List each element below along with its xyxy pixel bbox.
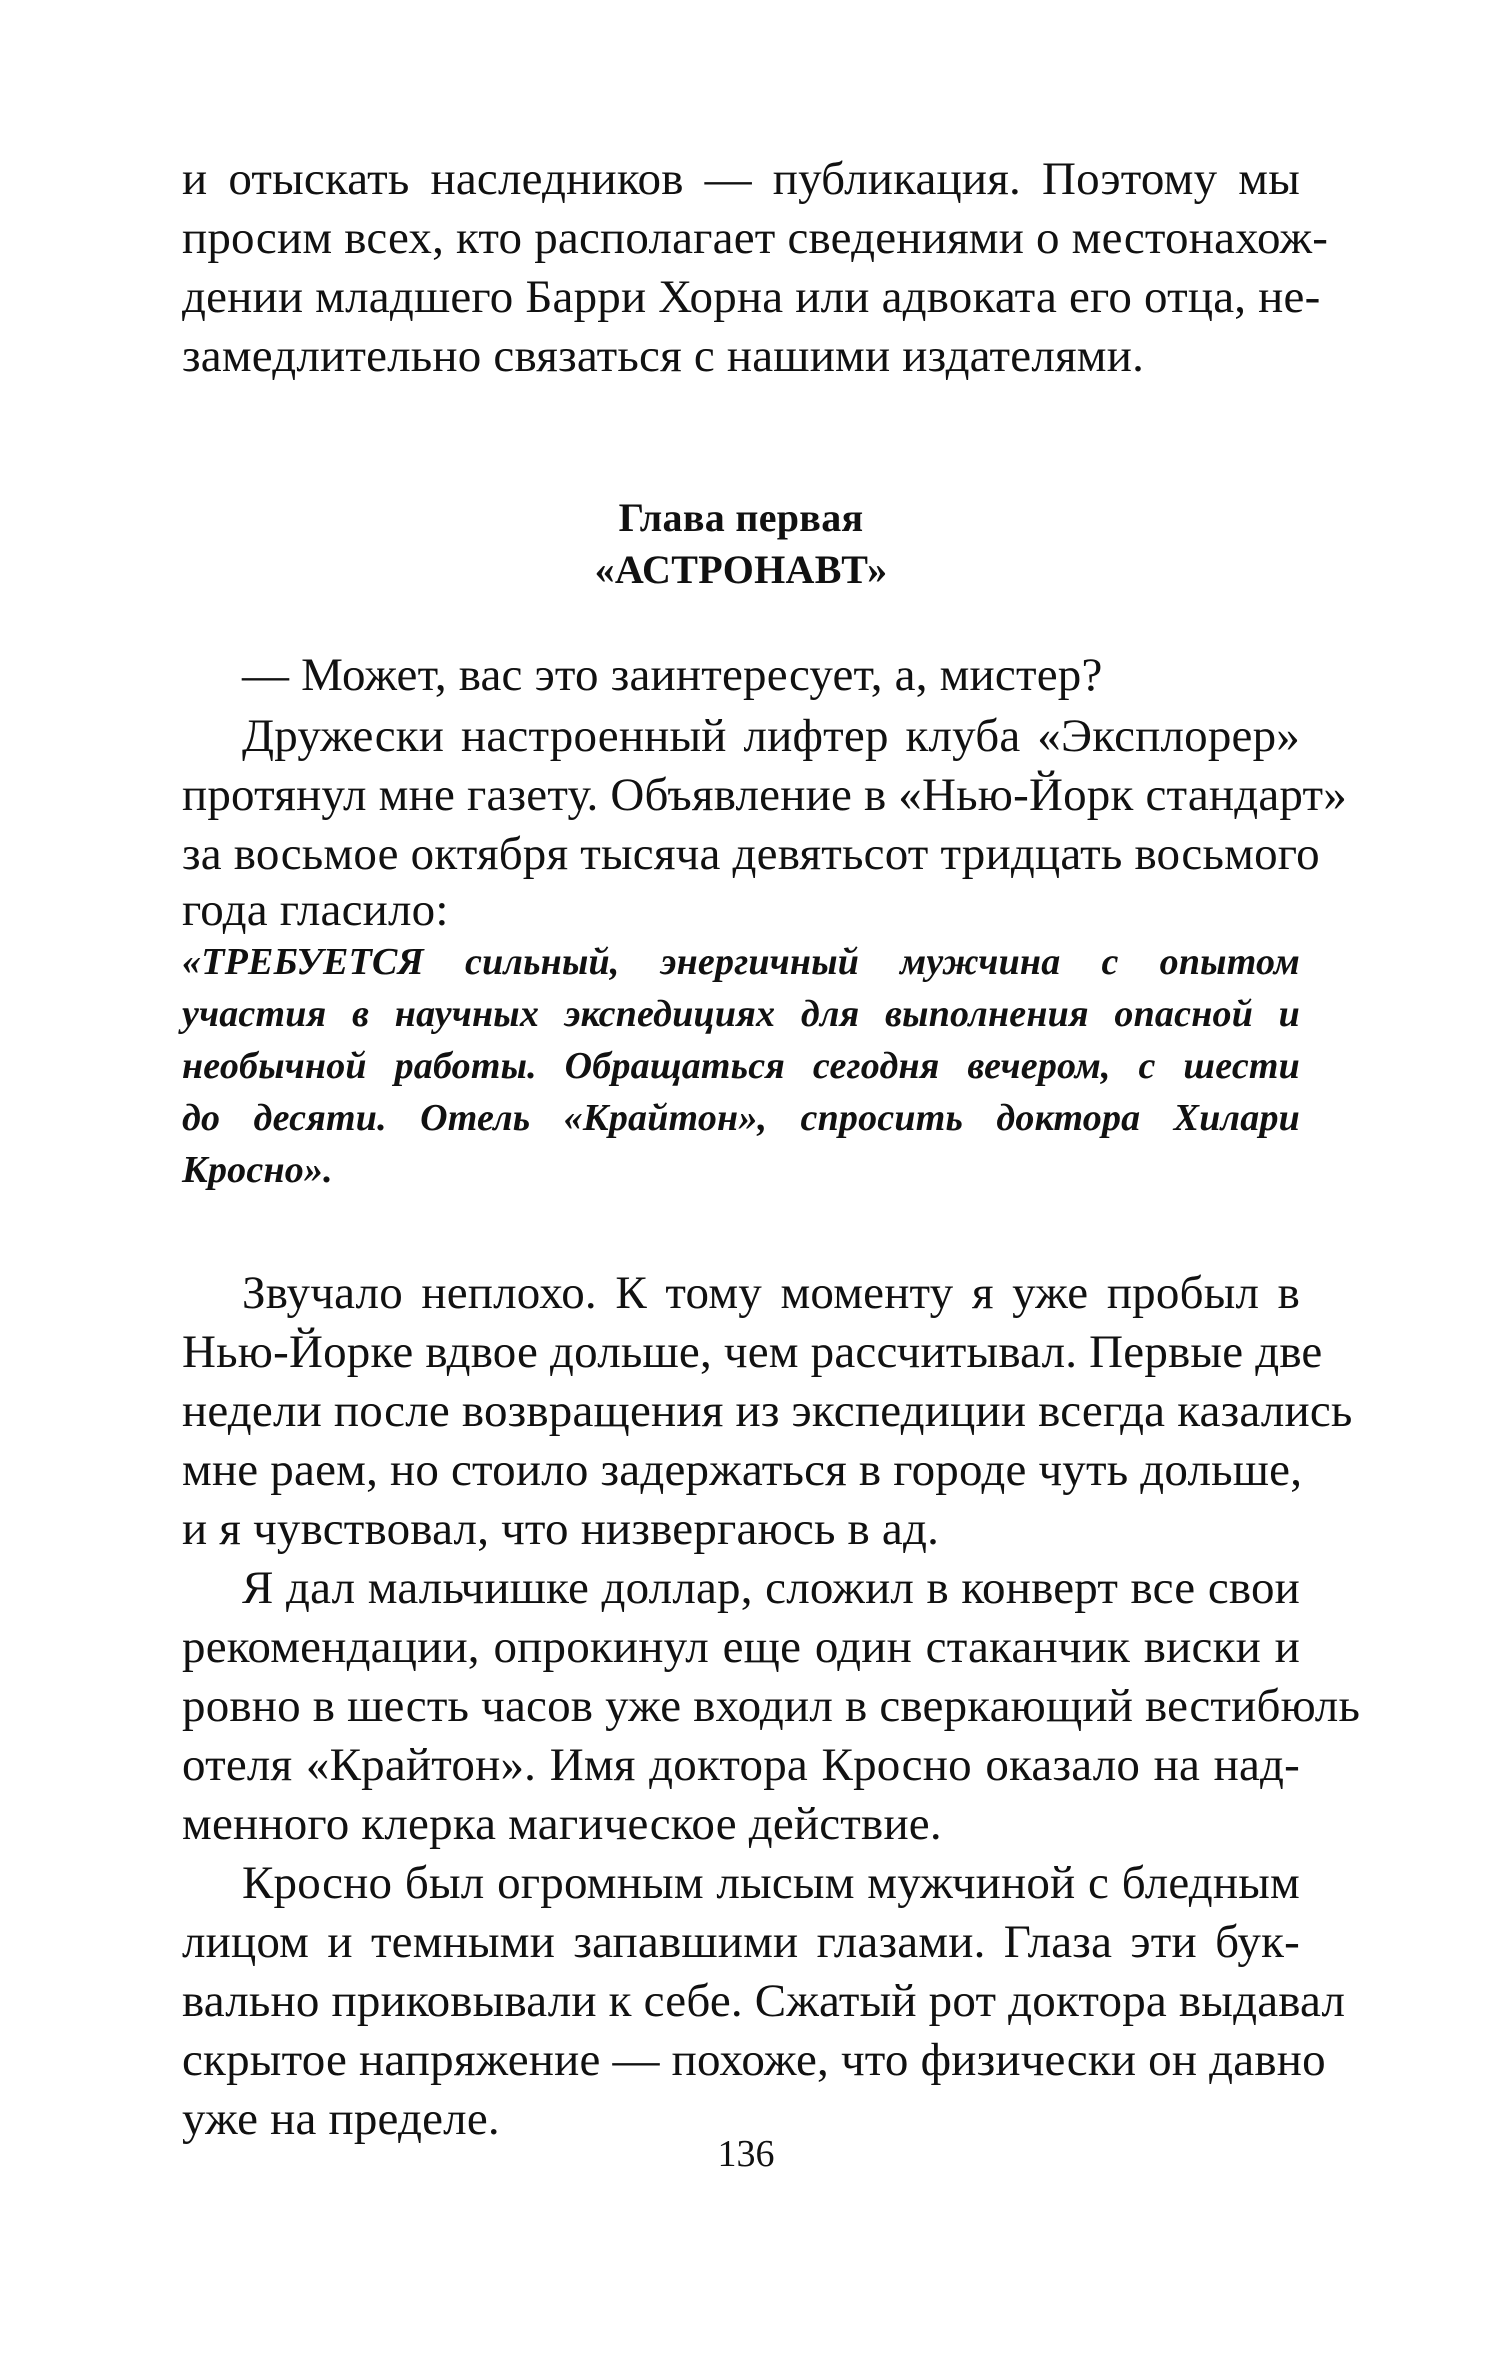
text-line: просим всех, кто располагает сведениями о местонахож- <box>182 212 1329 264</box>
text-line: и отыскать наследников — публикация. Поэтому мы <box>182 153 1300 205</box>
text-line: лицом и темными запавшими глазами. Глаза эти бук- <box>182 1916 1300 1968</box>
quote-line: необычной работы. Обращаться сегодня вечером, с шести <box>182 1045 1300 1087</box>
text-line: года гласило: <box>182 884 449 936</box>
text-line: и я чувствовал, что низвергаюсь в ад. <box>182 1503 940 1555</box>
chapter-title: «АСТРОНАВТ» <box>594 547 888 592</box>
text-line: отеля «Крайтон». Имя доктора Кросно оказало на над- <box>182 1739 1300 1791</box>
text-line: Звучало неплохо. К тому моменту я уже пробыл в <box>242 1267 1300 1319</box>
text-line: Кросно был огромным лысым мужчиной с бледным <box>242 1857 1300 1909</box>
text-line: скрытое напряжение — похоже, что физически он давно <box>182 2034 1326 2086</box>
text-line: Дружески настроенный лифтер клуба «Эксплорер» <box>242 710 1300 762</box>
text-line: Я дал мальчишке доллар, сложил в конверт все свои <box>242 1562 1300 1614</box>
intro-paragraph <box>182 150 1329 386</box>
text-line: недели после возвращения из экспедиции всегда казались <box>182 1385 1353 1437</box>
text-line: Нью-Йорке вдвое дольше, чем рассчитывал. Первые две <box>182 1326 1323 1378</box>
page-number: 136 <box>717 2133 775 2175</box>
dialogue-line: — Может, вас это заинтересует, а, мистер? <box>242 649 1103 701</box>
quote-line: «ТРЕБУЕТСЯ сильный, энергичный мужчина с опытом <box>182 941 1300 983</box>
text-line: рекомендации, опрокинул еще один стаканчик виски и <box>182 1621 1300 1673</box>
text-line: мне раем, но стоило задержаться в городе чуть дольше, <box>182 1444 1303 1496</box>
book-page <box>182 150 1361 2149</box>
advertisement-quote <box>182 936 1300 1196</box>
text-line: уже на пределе. <box>182 2093 500 2145</box>
paragraph-3 <box>182 1559 1361 1854</box>
paragraph-1 <box>182 707 1347 936</box>
text-line: ровно в шесть часов уже входил в сверкающий вестибюль <box>182 1680 1361 1732</box>
quote-line: до десяти. Отель «Крайтон», спросить доктора Хилари <box>182 1097 1300 1139</box>
paragraph-4 <box>182 1854 1346 2149</box>
text-line: вально приковывали к себе. Сжатый рот доктора выдавал <box>182 1975 1346 2027</box>
chapter-label: Глава первая <box>618 495 864 540</box>
paragraph-2 <box>182 1264 1353 1559</box>
text-line: дении младшего Барри Хорна или адвоката его отца, не- <box>182 271 1321 323</box>
text-line: протянул мне газету. Объявление в «Нью-Йорк стандарт» <box>182 769 1347 821</box>
text-line: замедлительно связаться с нашими издателями. <box>182 330 1145 382</box>
quote-line: Кросно». <box>182 1149 333 1191</box>
quote-line: участия в научных экспедициях для выполнения опасной и <box>182 993 1300 1035</box>
text-line: менного клерка магическое действие. <box>182 1798 942 1850</box>
text-line: за восьмое октября тысяча девятьсот тридцать восьмого <box>182 828 1320 880</box>
